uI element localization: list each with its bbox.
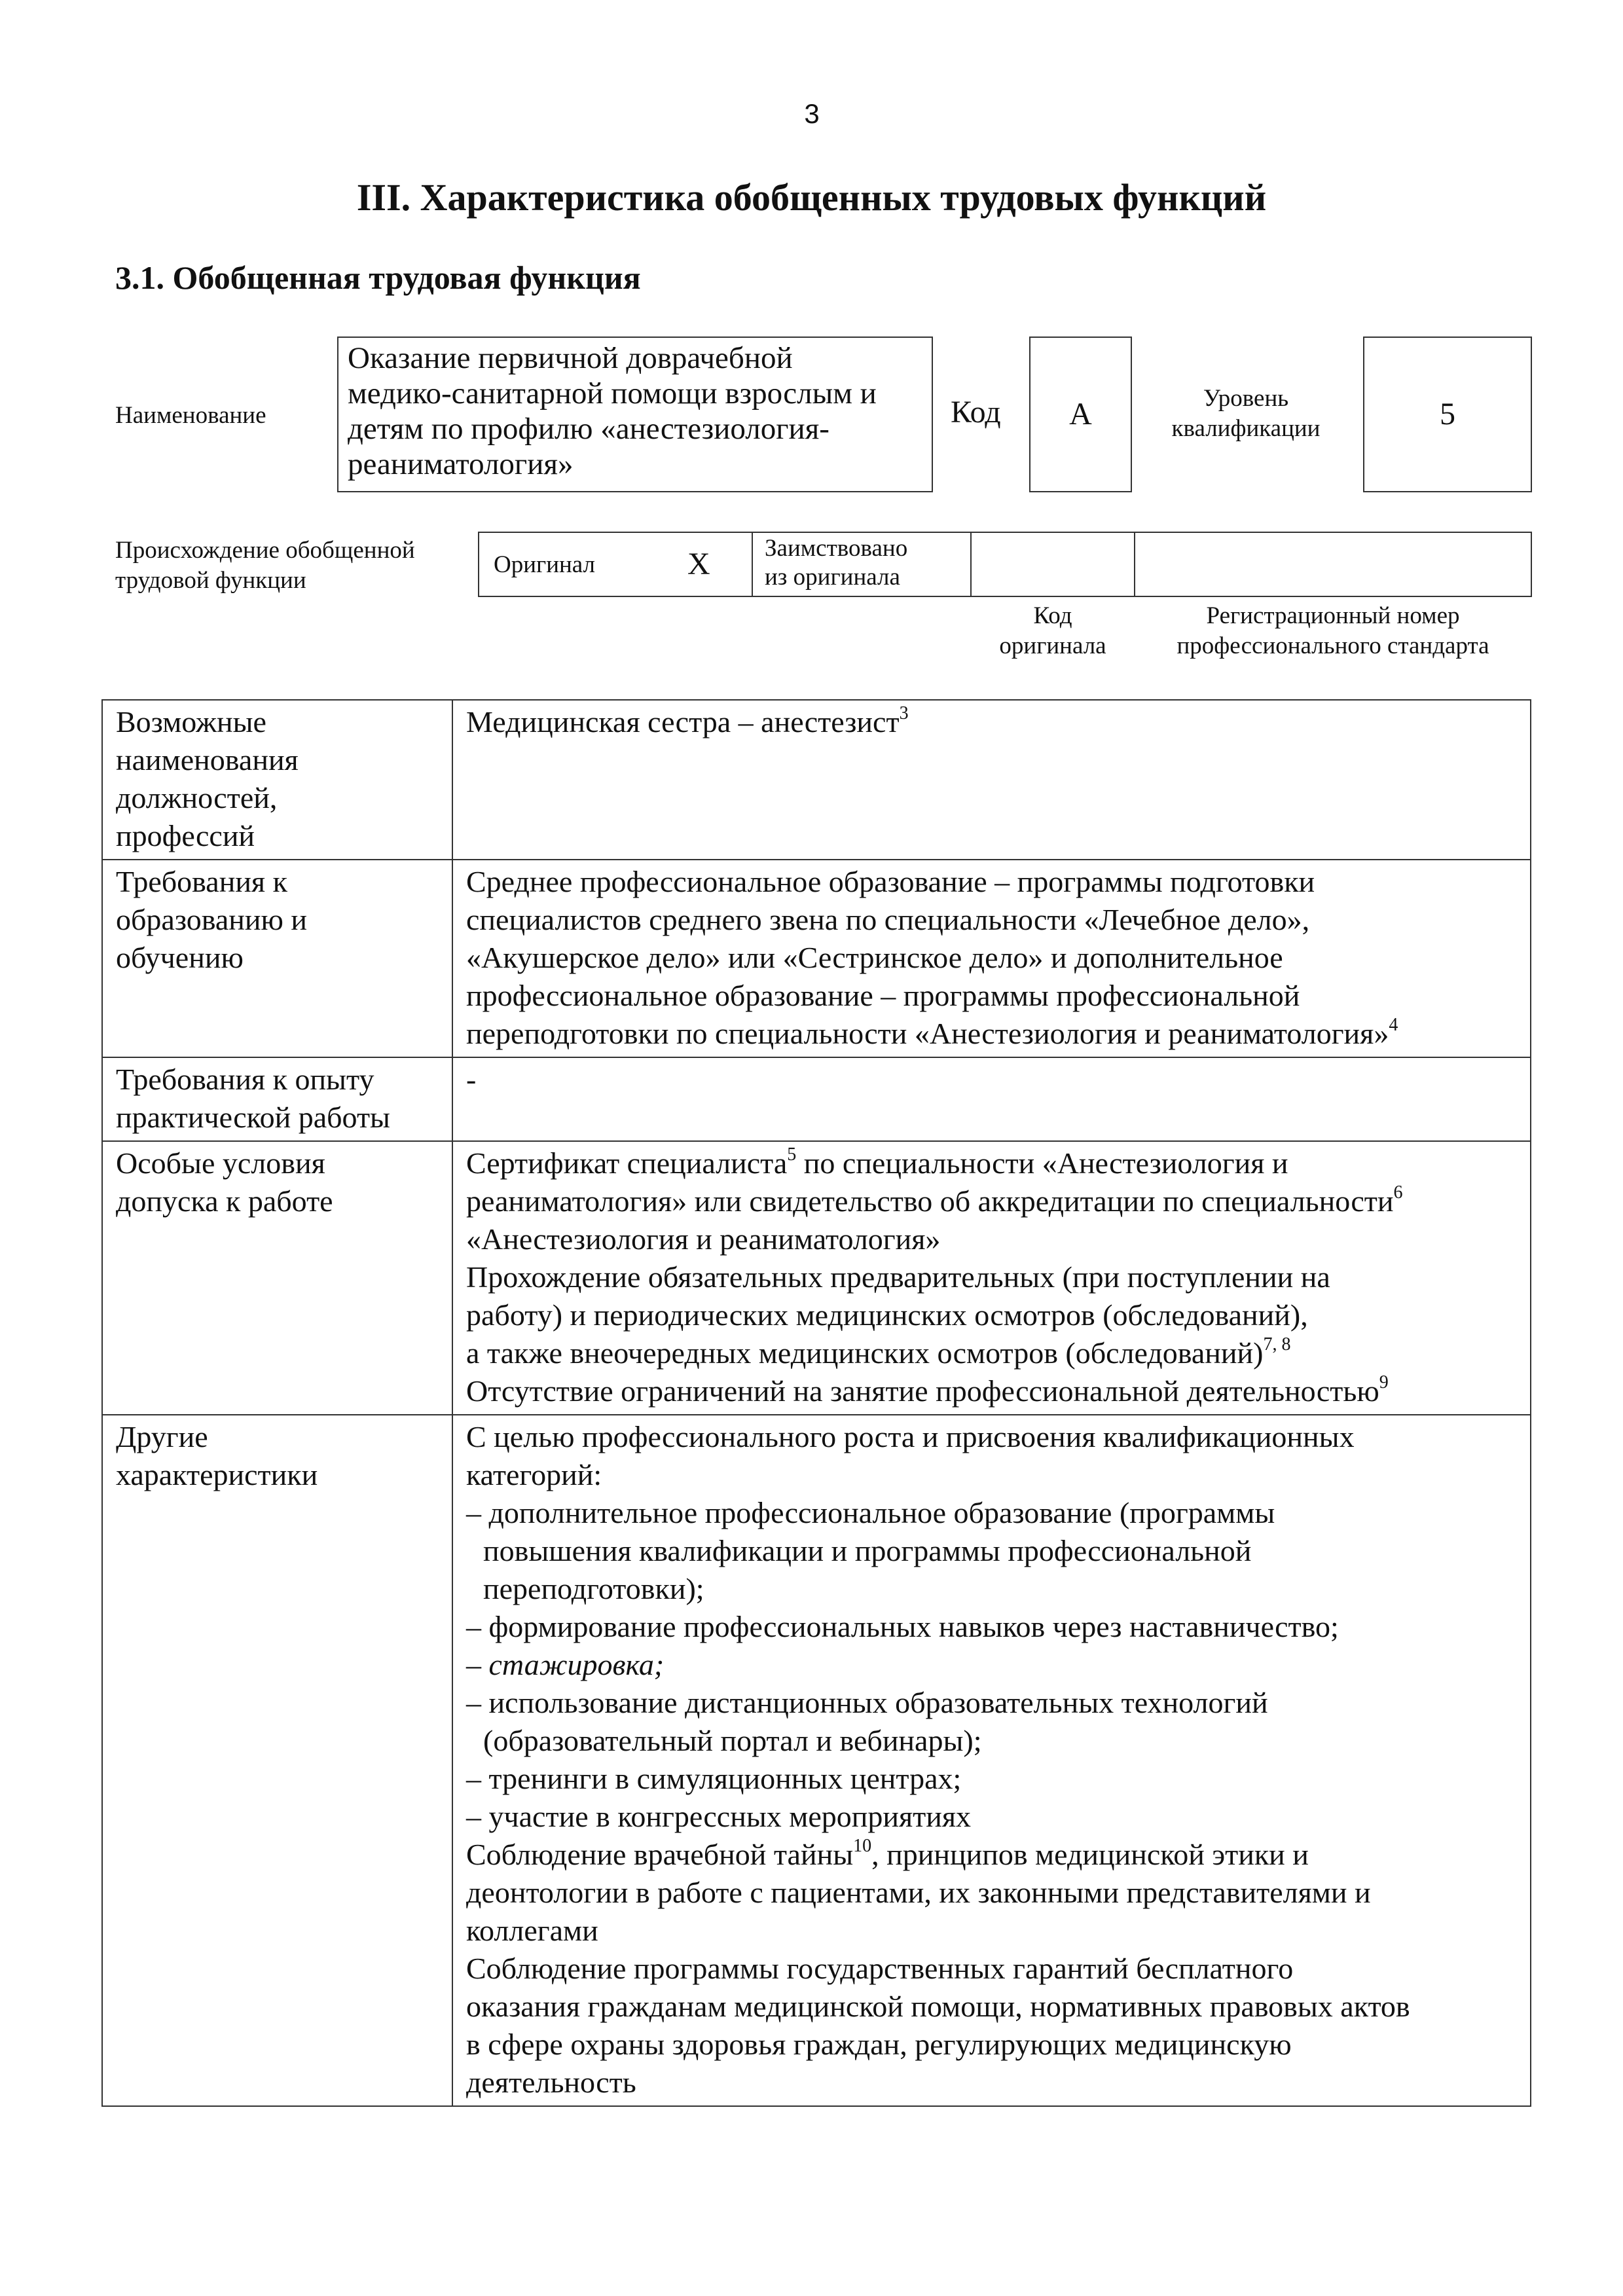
code-value: А [1069, 397, 1092, 431]
footnote-ref: 6 [1393, 1182, 1403, 1203]
page-number: 3 [804, 98, 820, 129]
row-label: Другие характеристики [102, 1415, 452, 2106]
row-label: Особые условия допуска к работе [102, 1141, 452, 1415]
reg-number-caption: Регистрационный номер профессионального стандарта [1176, 602, 1489, 659]
code-value-box [1029, 337, 1132, 492]
row-value: - [452, 1057, 1531, 1141]
row-label: Требования к опыту практической работы [102, 1057, 452, 1141]
table-row [102, 700, 1531, 860]
code-original-caption: Код оригинала [999, 602, 1106, 659]
row-value: Сертификат специалиста$^5$ по специальности «Анестезиология и реаниматология» или свидетельство об аккредитации по специальности$^6$ «Анестезиология и реаниматология» Прохождение обязательных предварительных (при поступлении на работу) и периодических медицинских осмотров (обследований), а также внеочередных медицинских осмотров (обследований)$^{7, 8}$ Отсутствие ограничений на занятие профессиональной деятельностью$^9$ [452, 1141, 1531, 1415]
qualification-level-box [1363, 337, 1532, 492]
section-title: III. Характеристика обобщенных трудовых функций [356, 176, 1267, 219]
table-row [102, 1057, 1531, 1141]
footnote-ref: 7, 8 [1263, 1334, 1291, 1355]
original-mark: X [687, 547, 710, 581]
footnote-ref: 9 [1379, 1372, 1389, 1393]
function-name-line: медико-санитарной помощи взрослым и [348, 376, 877, 410]
origin-original-cell [478, 532, 753, 597]
row-value: Медицинская сестра – анестезист$^3$ [452, 700, 1531, 860]
function-name-box [337, 337, 933, 492]
name-label: Наименование [115, 402, 266, 429]
row-label: Требования к образованию и обучению [102, 860, 452, 1057]
table-row [102, 1141, 1531, 1415]
function-name-line: реаниматология» [348, 447, 574, 481]
code-original-cell [970, 532, 1135, 597]
row-value: Среднее профессиональное образование – программы подготовки специалистов среднего звена по специальности «Лечебное дело», «Акушерское дело» или «Сестринское дело» и дополнительное профессиональное образование – программы профессиональной переподготовки по специальности «Анестезиология и реаниматология»$^4$ [452, 860, 1531, 1057]
footnote-ref: 5 [787, 1144, 797, 1165]
code-label: Код [951, 395, 1001, 429]
subsection-title: 3.1. Обобщенная трудовая функция [115, 259, 641, 296]
function-name-line: Оказание первичной доврачебной [348, 341, 793, 375]
qualification-level-label: Уровень квалификации [1171, 385, 1321, 442]
qualification-level-value: 5 [1440, 397, 1455, 431]
characteristics-table [101, 699, 1531, 2107]
row-label: Возможные наименования должностей, профессий [102, 700, 452, 860]
reg-number-cell [1134, 532, 1532, 597]
row-value: С целью профессионального роста и присвоения квалификационных категорий: – дополнительное профессиональное образование (программы повышения квалификации и программы профессиональной переподготовки); – формирование профессиональных навыков через наставничество; – стажировка; – использование дистанционных образовательных технологий (образовательный портал и вебинары); – тренинги в симуляционных центрах; – участие в конгрессных мероприятиях Соблюдение врачебной тайны$^{10}$, принципов медицинской этики и деонтологии в работе с пациентами, их законными представителями и коллегами Соблюдение программы государственных гарантий бесплатного оказания гражданам медицинской помощи, нормативных правовых актов в сфере охраны здоровья граждан, регулирующих медицинскую деятельность [452, 1415, 1531, 2106]
table-row [102, 1415, 1531, 2106]
footnote-ref: 4 [1389, 1014, 1398, 1035]
original-label: Оригинал [494, 551, 596, 578]
footnote-ref: 3 [899, 702, 909, 723]
table-row [102, 860, 1531, 1057]
footnote-ref: 10 [853, 1835, 872, 1856]
origin-label: Происхождение обобщенной трудовой функции [115, 537, 415, 594]
function-name-line: детям по профилю «анестезиология- [348, 412, 830, 446]
origin-borrowed-cell: Заимствовано из оригинала [752, 532, 972, 597]
